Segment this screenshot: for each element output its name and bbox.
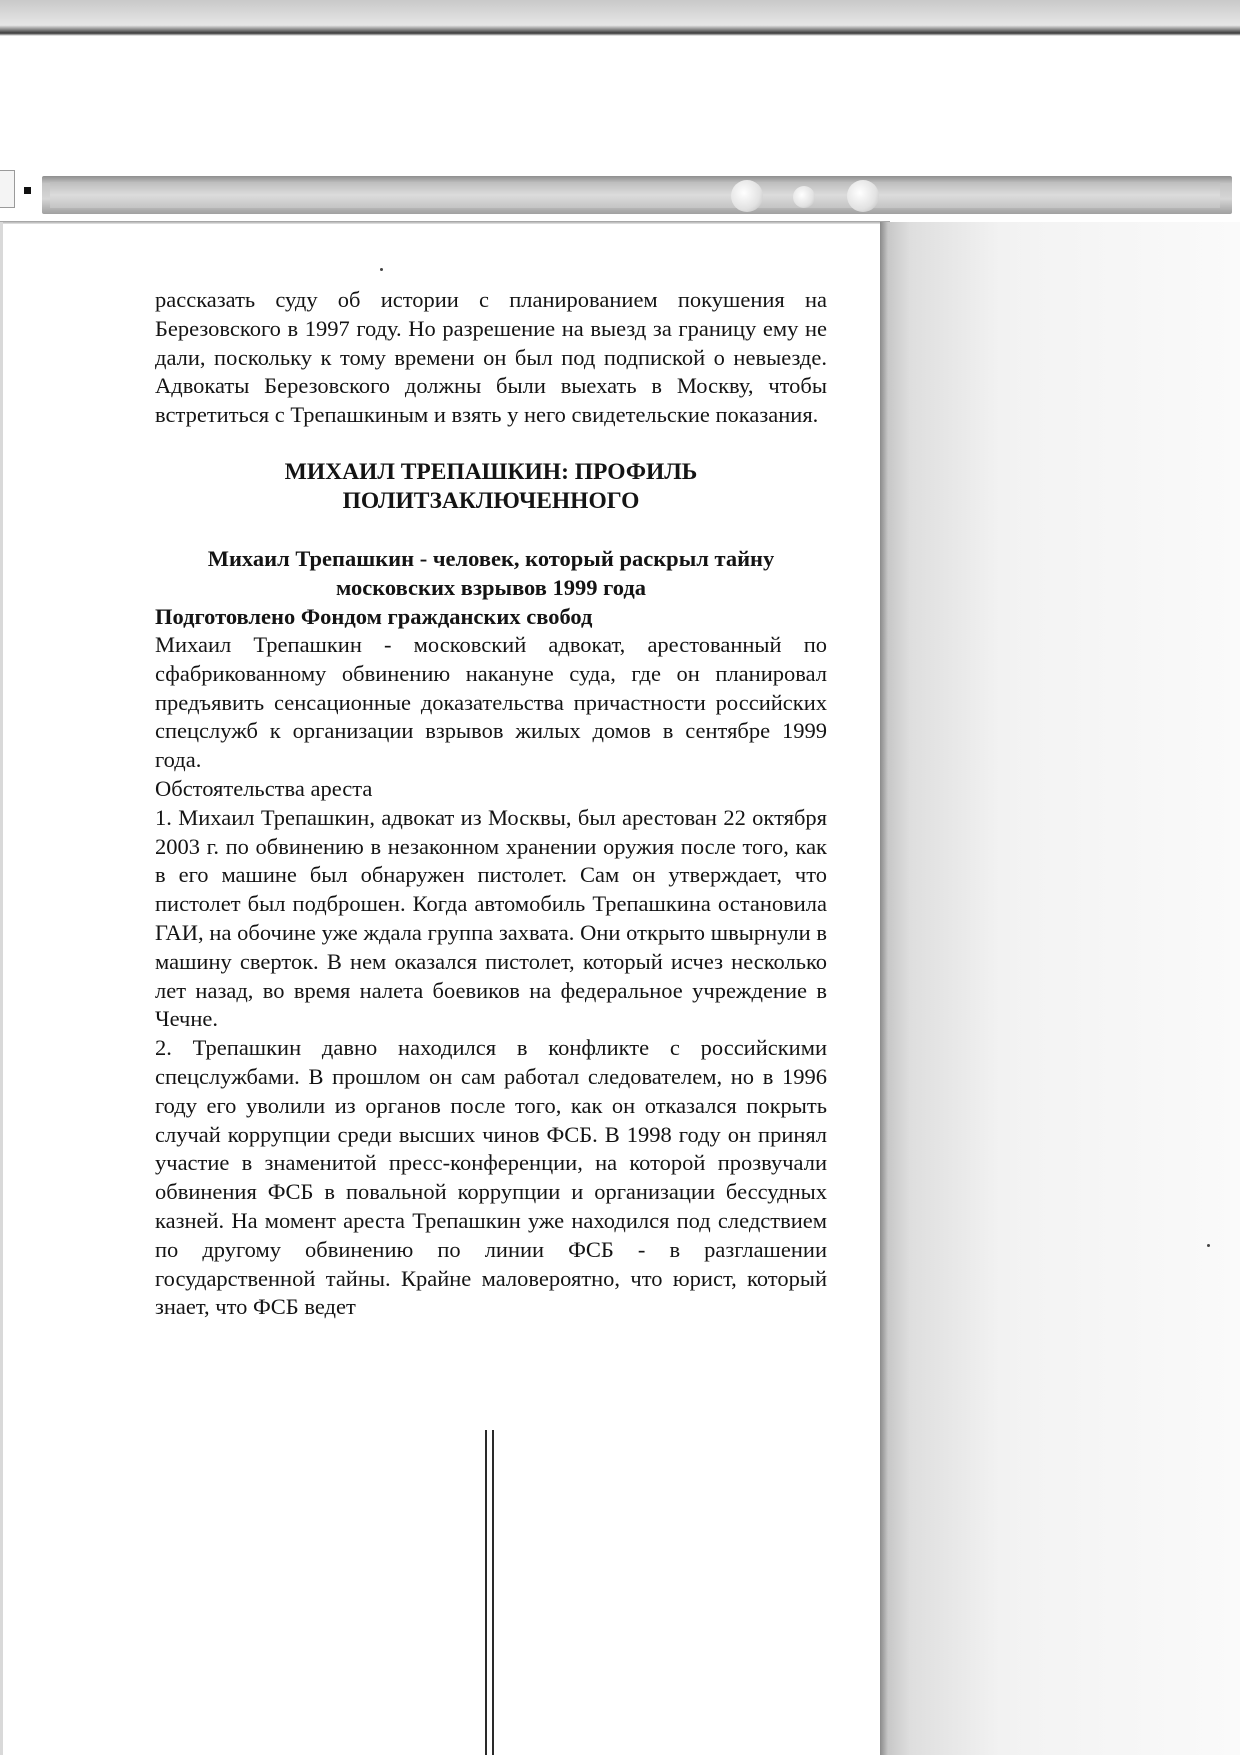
page-left-edge: [0, 222, 3, 1755]
numbered-item-2: 2. Трепашкин давно находился в конфликте с российскими спецслужбами. В прошлом он сам работал следователем, но в 1996 году его уволили из органов после того, как он отказался покрыть случай коррупции среди высших чинов ФСБ. В 1998 году он принял участие в знаменитой пресс-конференции, на которой прозвучали обвинения ФСБ в повальной коррупции и организации бессудных казней. На момент ареста Трепашкин уже находился под следствием по другому обвинению по линии ФСБ - в разглашении государственной тайны. Крайне маловероятно, что юрист, который знает, что ФСБ ведет: [155, 1035, 827, 1320]
intro-paragraph: рассказать суду об истории с планированием покушения на Березовского в 1997 году. Но разрешение на выезд за границу ему не дали, поскольку к тому времени он был под подпиской о невыезде. Адвокаты Березовского должны были выехать в Москву, чтобы встретиться с Трепашкиным и взять у него свидетельские показания.: [155, 287, 827, 428]
binder-rivet: [731, 180, 763, 212]
summary-paragraph: Михаил Трепашкин - московский адвокат, арестованный по сфабрикованному обвинению накануне суда, где он планировал предъявить сенсационные доказательства причастности российских спецслужб к организации взрывов жилых домов в сентябре 1999 года.: [155, 631, 827, 773]
scan-speck: [1207, 1244, 1210, 1247]
binder-bar-inner: [50, 182, 1220, 208]
page-top-edge: [0, 221, 890, 224]
page-fold-shadow: [880, 222, 1240, 1755]
prepared-by-line: Подготовлено Фондом гражданских свобод: [155, 603, 593, 629]
binder-mark: [24, 187, 31, 194]
binder-rivet: [847, 180, 879, 212]
article-subheading: Михаил Трепашкин - человек, который раскрыл тайну московских взрывов 1999 года: [207, 545, 775, 600]
scanner-top-edge: [0, 0, 1240, 36]
document-text: [155, 286, 827, 1322]
section-heading: МИХАИЛ ТРЕПАШКИН: ПРОФИЛЬ ПОЛИТЗАКЛЮЧЕННОГО: [284, 458, 698, 514]
section-title: Обстоятельства ареста: [155, 775, 373, 801]
page-number-mark: [483, 1430, 497, 1755]
binder-clip-end: [0, 170, 15, 208]
scan-speck: [380, 268, 383, 271]
binder-rivet: [793, 186, 815, 208]
numbered-item-1: 1. Михаил Трепашкин, адвокат из Москвы, был арестован 22 октября 2003 г. по обвинению в незаконном хранении оружия после того, как в его машине был обнаружен пистолет. Сам он утверждает, что пистолет был подброшен. Когда автомобиль Трепашкина остановила ГАИ, на обочине уже ждала группа захвата. Они открыто швырнули в машину сверток. В нем оказался пистолет, который исчез несколько лет назад, во время налета боевиков на федеральное учреждение в Чечне.: [155, 804, 827, 1032]
